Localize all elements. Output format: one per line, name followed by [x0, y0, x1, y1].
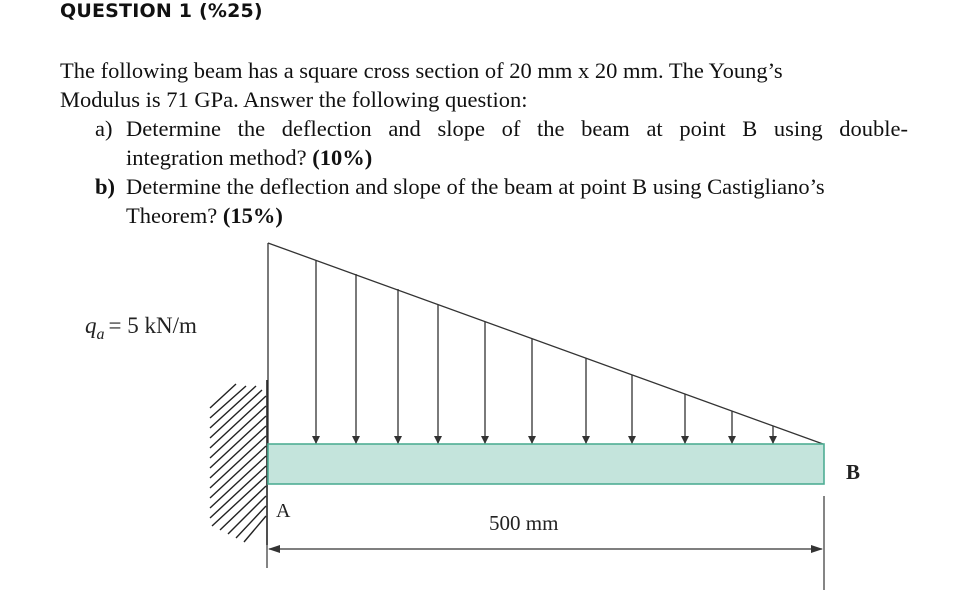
intro-text-2: Modulus is 71 GPa. Answer the following question:	[60, 87, 528, 112]
beam	[268, 444, 824, 484]
point-b-label: B	[846, 460, 861, 484]
question-heading: QUESTION 1 (%25)	[60, 0, 263, 22]
part-a-marker: a)	[95, 116, 113, 141]
intro-text-1: The following beam has a square cross section of 20 mm x 20 mm. The Young’s	[60, 58, 783, 83]
wall-hatching	[210, 384, 266, 542]
span-length-label: 500 mm	[489, 511, 559, 535]
load-arrowheads	[312, 436, 777, 444]
load-slope	[268, 243, 823, 444]
point-a-label: A	[276, 500, 291, 522]
part-b-line-1: Determine the deflection and slope of the beam at point B using Castigliano’s	[126, 174, 825, 199]
part-a-text-2: integration method?	[126, 145, 307, 170]
load-value: = 5 kN/m	[108, 313, 197, 338]
load-symbol: q	[85, 313, 97, 338]
part-a-weight: (10%)	[312, 145, 373, 170]
distributed-load	[268, 243, 823, 444]
part-b-marker: b)	[95, 174, 116, 199]
load-label	[85, 313, 197, 343]
part-b-text-2: Theorem?	[126, 203, 218, 228]
load-subscript: a	[96, 326, 105, 343]
part-b-weight: (15%)	[222, 203, 283, 228]
part-a-line-1: Determine the deflection and slope of the beam at point B using double-	[126, 116, 908, 141]
